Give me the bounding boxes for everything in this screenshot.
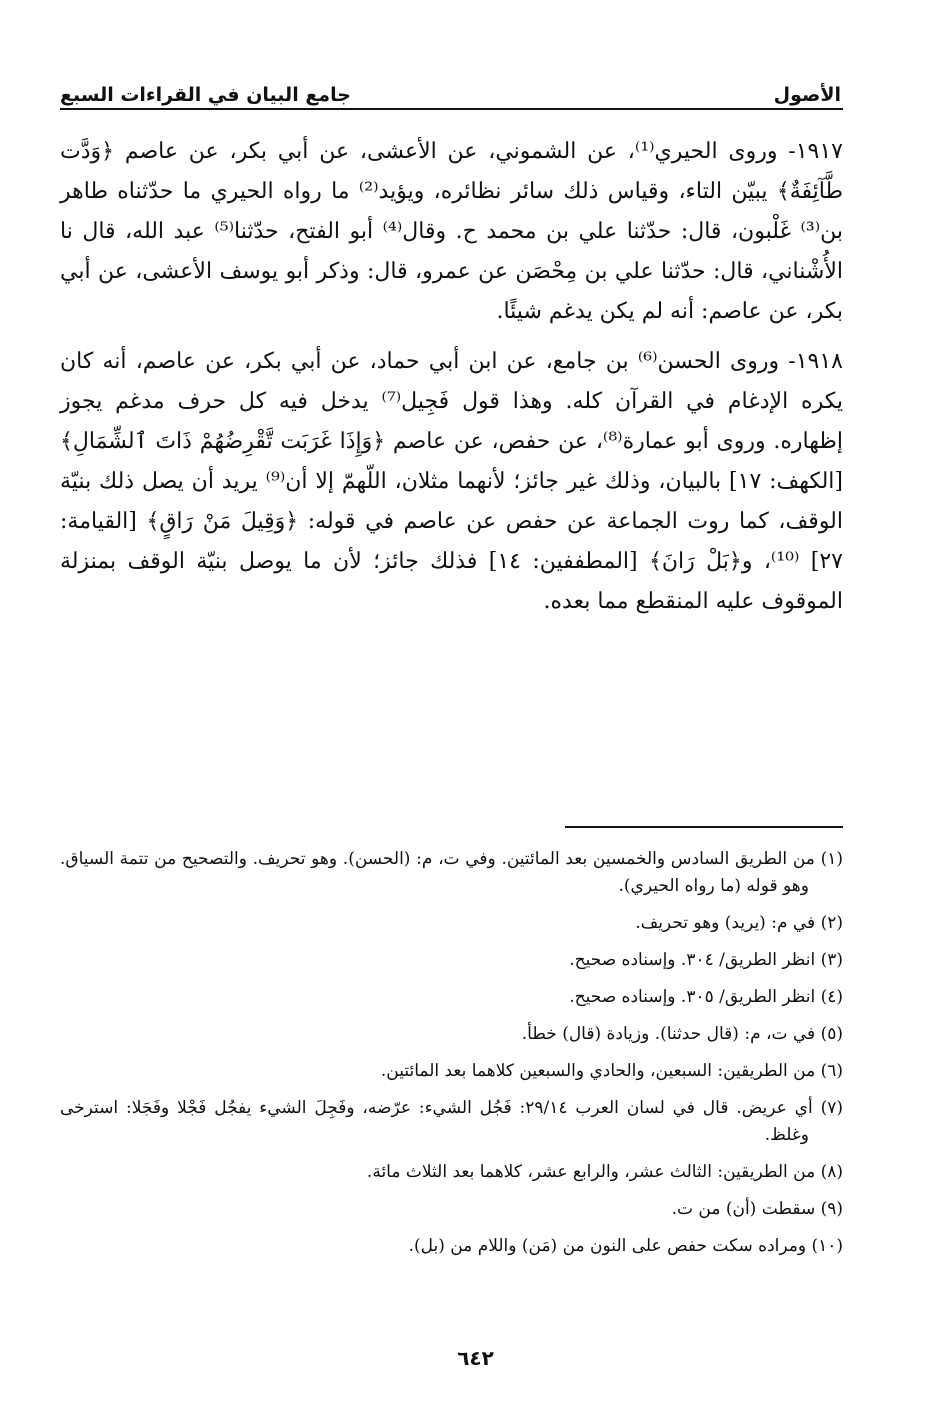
footnote-10: (١٠) ومراده سكت حفص على النون من (مَن) واللام من (بل). — [408, 1236, 843, 1256]
footnote-5: (٥) في ت، م: (قال حدثنا). وزيادة (قال) خطأ. — [521, 1024, 843, 1044]
header-book-title: جامع البيان في القراءات السبع — [60, 84, 351, 106]
footnote-2: (٢) في م: (يريد) وهو تحريف. — [635, 913, 843, 933]
footnote-7: (٧) أي عريض. قال في لسان العرب ٢٩/١٤: فَجُل الشيء: عرّضه، وفَجِلَ الشيء يفجُل فَجْلا وفَجَلا: استرخى وغلظ. — [60, 1098, 843, 1145]
page-number: ٦٤٢ — [457, 1346, 494, 1370]
running-header — [60, 72, 841, 106]
footnotes — [60, 846, 843, 1270]
footnote-divider — [565, 826, 843, 828]
paragraph-1917: ١٩١٧- وروى الحيري⁽¹⁾، عن الشموني، عن الأعشى، عن أبي بكر، عن عاصم ﴿وَدَّت طَّآئِفَةٌ﴾ يبيّن التاء، وقياس ذلك سائر نظائره، ويؤيد⁽²⁾ ما رواه الحيري ما حدّثناه طاهر بن⁽³⁾ غَلْبون، قال: حدّثنا علي بن محمد ح. وقال⁽⁴⁾ أبو الفتح، حدّثنا⁽⁵⁾ عبد الله، قال نا الأُشْناني، قال: حدّثنا علي بن مِحْصَن عن عمرو، قال: وذكر أبو يوسف الأعشى، عن أبي بكر، عن عاصم: أنه لم يكن يدغم شيئًا. — [60, 139, 844, 324]
header-divider — [60, 108, 843, 110]
header-section-title: الأصول — [773, 84, 841, 106]
footnote-3: (٣) انظر الطريق/ ٣٠٤. وإسناده صحيح. — [569, 950, 843, 970]
main-text — [60, 132, 843, 632]
footnote-1: (١) من الطريق السادس والخمسين بعد المائتين. وفي ت، م: (الحسن). وهو تحريف. والتصحيح من تتمة السياق. وهو قوله (ما رواه الحيري). — [60, 849, 843, 896]
footnote-4: (٤) انظر الطريق/ ٣٠٥. وإسناده صحيح. — [569, 987, 843, 1007]
footnote-6: (٦) من الطريقين: السبعين، والحادي والسبعين كلاهما بعد المائتين. — [380, 1061, 843, 1081]
footnote-8: (٨) من الطريقين: الثالث عشر، والرابع عشر، كلاهما بعد الثلاث مائة. — [366, 1162, 843, 1182]
footnote-9: (٩) سقطت (أن) من ت. — [671, 1199, 843, 1219]
paragraph-1918: ١٩١٨- وروى الحسن⁽⁶⁾ بن جامع، عن ابن أبي حماد، عن أبي بكر، عن عاصم، أنه كان يكره الإدغام في القرآن كله. وهذا قول فَجِيل⁽⁷⁾ يدخل فيه كل حرف مدغم يجوز إظهاره. وروى أبو عمارة⁽⁸⁾، عن حفص، عن عاصم ﴿وَإِذَا غَرَبَت تَّقْرِضُهُمْ ذَاتَ ٱلشِّمَالِ﴾ [الكهف: ١٧] بالبيان، وذلك غير جائز؛ لأنهما مثلان، اللّهمّ إلا أن⁽⁹⁾ يريد أن يصل ذلك بنيّة الوقف، كما روت الجماعة عن حفص عن عاصم في قوله: ﴿وَقِيلَ مَنْ رَاقٍ﴾ [القيامة: ٢٧] ⁽¹⁰⁾، و﴿بَلْ رَانَ﴾ [المطففين: ١٤] فذلك جائز؛ لأن ما يوصل بنيّة الوقف بمنزلة الموقوف عليه المنقطع مما بعده. — [60, 349, 843, 614]
